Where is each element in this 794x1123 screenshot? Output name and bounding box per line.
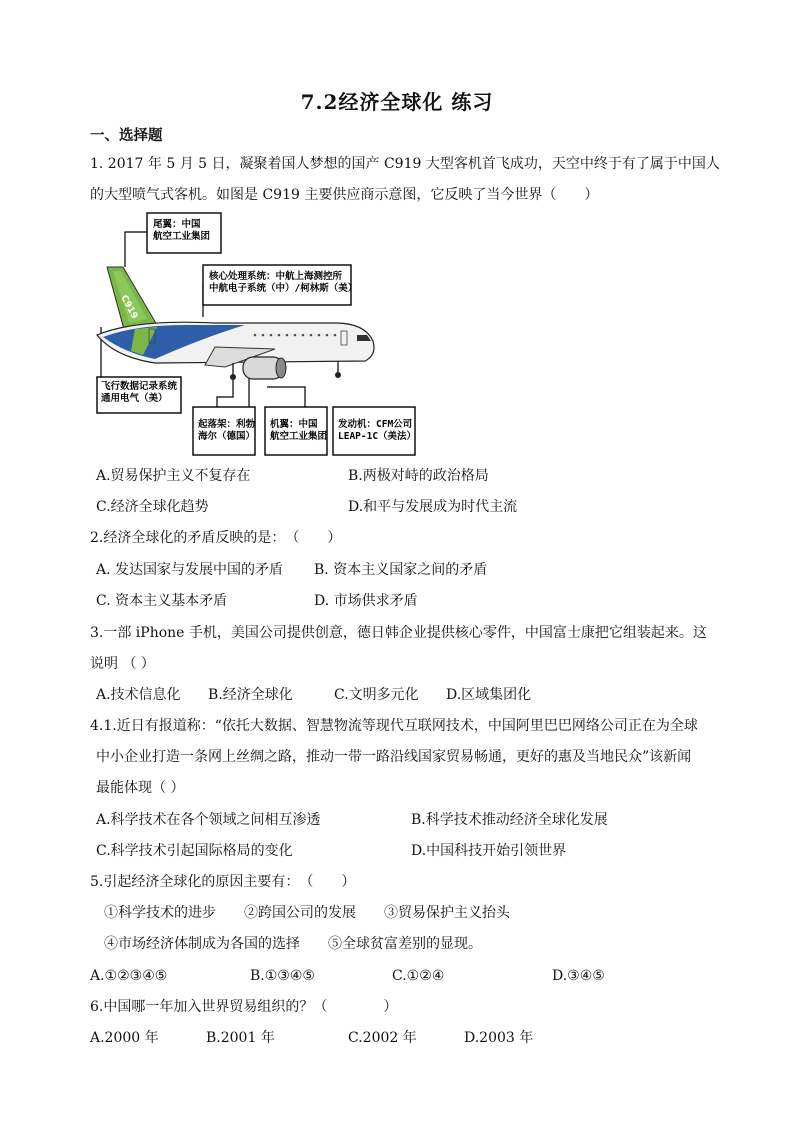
question-5-line-1: 5.引起经济全球化的原因主要有： （ ） [90, 874, 356, 890]
section-heading: 一、选择题 [90, 127, 163, 144]
engine-label-line-2: LEAP-1C（美法） [338, 431, 417, 442]
core-label-line-2: 中航电子系统（中）/柯林斯（美） [209, 283, 358, 294]
q5-option-d[interactable]: D.③④⑤ [552, 968, 605, 984]
q3-option-c[interactable]: C.文明多元化 [334, 687, 419, 703]
q1-option-d[interactable]: D.和平与发展成为时代主流 [348, 499, 518, 515]
question-1-line-2: 的大型喷气式客机。如图是 C919 主要供应商示意图，它反映了当今世界（ ） [90, 187, 599, 203]
question-5-line-3: ④市场经济体制成为各国的选择 ⑤全球贫富差别的显现。 [104, 936, 482, 952]
q5-option-a[interactable]: A.①②③④⑤ [90, 968, 168, 984]
gear-label [198, 419, 255, 443]
gear-label-line-1: 起落架：利勃 [198, 419, 256, 430]
tail-connector [125, 232, 147, 267]
core-label-line-1: 核心处理系统：中航上海测控所 [209, 271, 343, 282]
q5-option-c[interactable]: C.①②④ [392, 968, 445, 984]
q6-option-b[interactable]: B.2001 年 [206, 1030, 275, 1046]
question-4-line-2: 中小企业打造一条网上丝绸之路，推动一带一路沿线国家贸易畅通，更好的惠及当地民众”该新闻 [96, 749, 692, 765]
q2-option-a[interactable]: A. 发达国家与发展中国的矛盾 [96, 562, 284, 578]
q2-option-b[interactable]: B. 资本主义国家之间的矛盾 [314, 562, 488, 578]
q1-option-c[interactable]: C.经济全球化趋势 [96, 499, 209, 515]
q4-option-c[interactable]: C.科学技术引起国际格局的变化 [96, 843, 293, 859]
question-2-line-1: 2.经济全球化的矛盾反映的是： （ ） [90, 530, 342, 546]
tail-label [153, 219, 210, 243]
wing-label [270, 419, 327, 443]
q6-option-d[interactable]: D.2003 年 [464, 1030, 534, 1046]
q6-option-a[interactable]: A.2000 年 [90, 1030, 159, 1046]
engine-intake [276, 358, 286, 378]
q4-option-d[interactable]: D.中国科技开始引领世界 [411, 843, 567, 859]
core-label [209, 271, 357, 295]
tail-logo: C919 [118, 293, 140, 321]
question-3-line-2: 说明 （ ） [90, 656, 155, 672]
question-1-line-1: 1. 2017 年 5 月 5 日，凝聚着国人梦想的国产 C919 大型客机首飞成功，天空中终于有了属于中国人 [90, 156, 720, 172]
tail-label-line-2: 航空工业集团 [153, 231, 211, 242]
question-5-line-2: ①科学技术的进步 ②跨国公司的发展 ③贸易保护主义抬头 [104, 905, 510, 921]
wing-label-line-2: 航空工业集团 [270, 431, 328, 442]
recorder-label-line-2: 通用电气（美） [101, 393, 168, 404]
q6-option-c[interactable]: C.2002 年 [348, 1030, 417, 1046]
q2-option-c[interactable]: C. 资本主义基本矛盾 [96, 593, 228, 609]
q3-option-a[interactable]: A.技术信息化 [96, 687, 181, 703]
q2-option-d[interactable]: D. 市场供求矛盾 [314, 593, 418, 609]
q1-option-a[interactable]: A.贸易保护主义不复存在 [96, 468, 251, 484]
engine-label [338, 419, 416, 443]
question-3-line-1: 3.一部 iPhone 手机，美国公司提供创意，德日韩企业提供核心零件，中国富士康把它组装起来。这 [90, 625, 707, 641]
q5-option-b[interactable]: B.①③④⑤ [250, 968, 315, 984]
q1-option-b[interactable]: B.两极对峙的政治格局 [348, 468, 489, 484]
question-6-line-1: 6.中国哪一年加入世界贸易组织的？（ ） [90, 999, 398, 1015]
wing-label-line-1: 机翼：中国 [270, 419, 318, 430]
engine-label-line-1: 发动机：CFM公司 [338, 419, 413, 430]
q3-option-d[interactable]: D.区域集团化 [446, 687, 532, 703]
gear-connector [217, 377, 233, 407]
c919-supplier-diagram [95, 207, 425, 462]
q4-option-a[interactable]: A.科学技术在各个领域之间相互渗透 [96, 812, 321, 828]
page-title: 7.2经济全球化 练习 [300, 90, 494, 114]
tail-label-line-1: 尾翼：中国 [153, 219, 201, 230]
q3-option-b[interactable]: B.经济全球化 [208, 687, 293, 703]
q4-option-b[interactable]: B.科学技术推动经济全球化发展 [411, 812, 608, 828]
engine-connector [267, 387, 305, 407]
question-4-line-1: 4.1.近日有报道称：“依托大数据、智慧物流等现代互联网技术，中国阿里巴巴网络公司正在为全球 [90, 718, 698, 734]
recorder-label [101, 381, 177, 405]
question-4-line-3: 最能体现（ ） [96, 780, 185, 796]
recorder-label-line-1: 飞行数据记录系统 [101, 381, 178, 392]
gear-label-line-2: 海尔（德国） [198, 431, 256, 442]
